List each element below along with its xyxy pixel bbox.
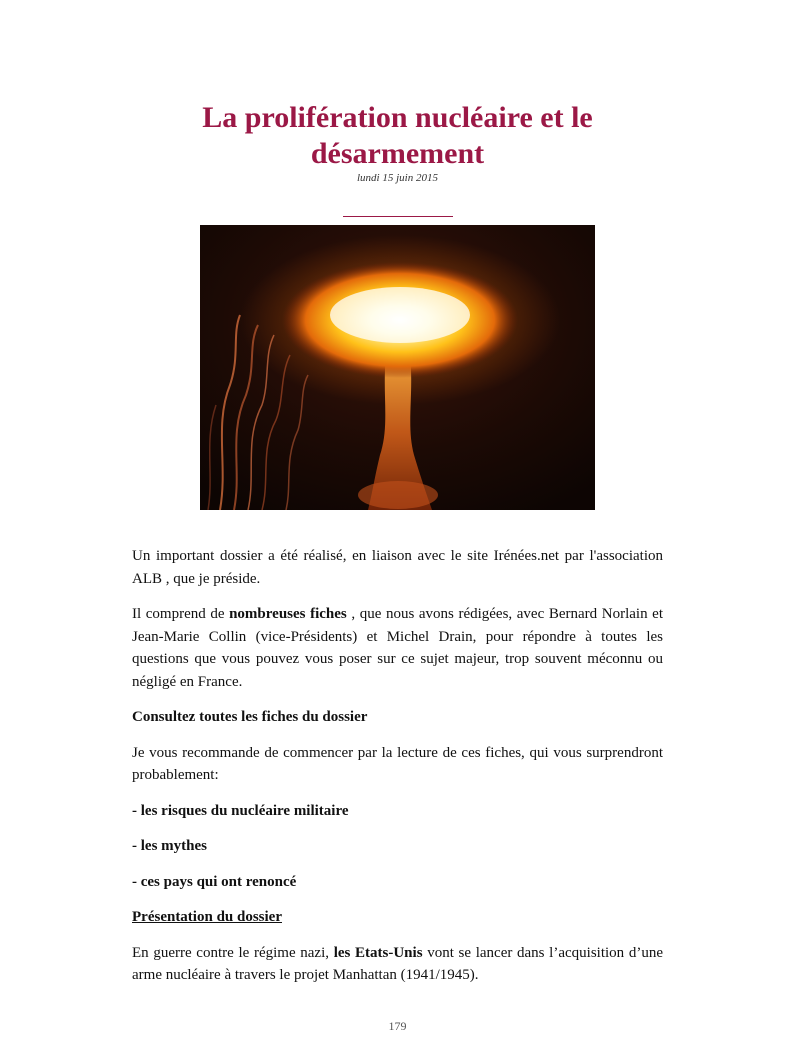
nuclear-explosion-photo xyxy=(200,225,595,510)
article-body xyxy=(132,545,663,1000)
explosion-image-icon xyxy=(200,225,595,510)
consult-link[interactable]: Consultez toutes les fiches du dossier xyxy=(132,709,368,725)
bullet-risques[interactable]: - les risques du nucléaire militaire xyxy=(132,802,349,819)
history-text-post: vont se lancer dans l’acquisition d’une arme nucléaire à travers le projet Manhattan (1941/1945). xyxy=(132,944,663,983)
article-date: lundi 15 juin 2015 xyxy=(357,172,438,184)
presentation-heading: Présentation du dossier xyxy=(132,909,282,925)
title-line-1: La prolifération nucléaire et le xyxy=(202,101,593,134)
fiches-bold: nombreuses fiches xyxy=(229,606,347,622)
consult-link-paragraph xyxy=(132,706,663,729)
fiches-text-post: , que nous avons rédigées, avec Bernard Norlain et Jean-Marie Collin (vice-Présidents) et Michel Drain, pour répondre à toutes les questions que vous pouvez vous poser sur ce sujet majeur, trop souvent méconnu ou négligé en France. xyxy=(132,606,663,690)
bullet-pays[interactable]: - ces pays qui ont renoncé xyxy=(132,873,297,890)
history-text-pre: En guerre contre le régime nazi, xyxy=(132,944,334,961)
title-divider xyxy=(343,216,453,217)
fiches-paragraph xyxy=(132,603,663,693)
history-bold: les Etats-Unis xyxy=(333,944,423,961)
bullet-mythes[interactable]: - les mythes xyxy=(132,838,207,854)
list-item xyxy=(132,835,663,858)
history-paragraph xyxy=(132,942,663,987)
intro-paragraph: Un important dossier a été réalisé, en liaison avec le site Irénées.net par l'association ALB , que je préside. xyxy=(132,548,663,587)
title-line-2: désarmement xyxy=(310,137,485,170)
recommend-paragraph: Je vous recommande de commencer par la lecture de ces fiches, qui vous surprendront probablement: xyxy=(132,744,663,783)
page-number: 179 xyxy=(388,1019,407,1033)
list-item xyxy=(132,800,663,823)
page-title xyxy=(0,100,795,172)
fiches-text-pre: Il comprend de xyxy=(132,606,230,622)
list-item xyxy=(132,871,663,894)
presentation-heading-paragraph xyxy=(132,906,663,929)
